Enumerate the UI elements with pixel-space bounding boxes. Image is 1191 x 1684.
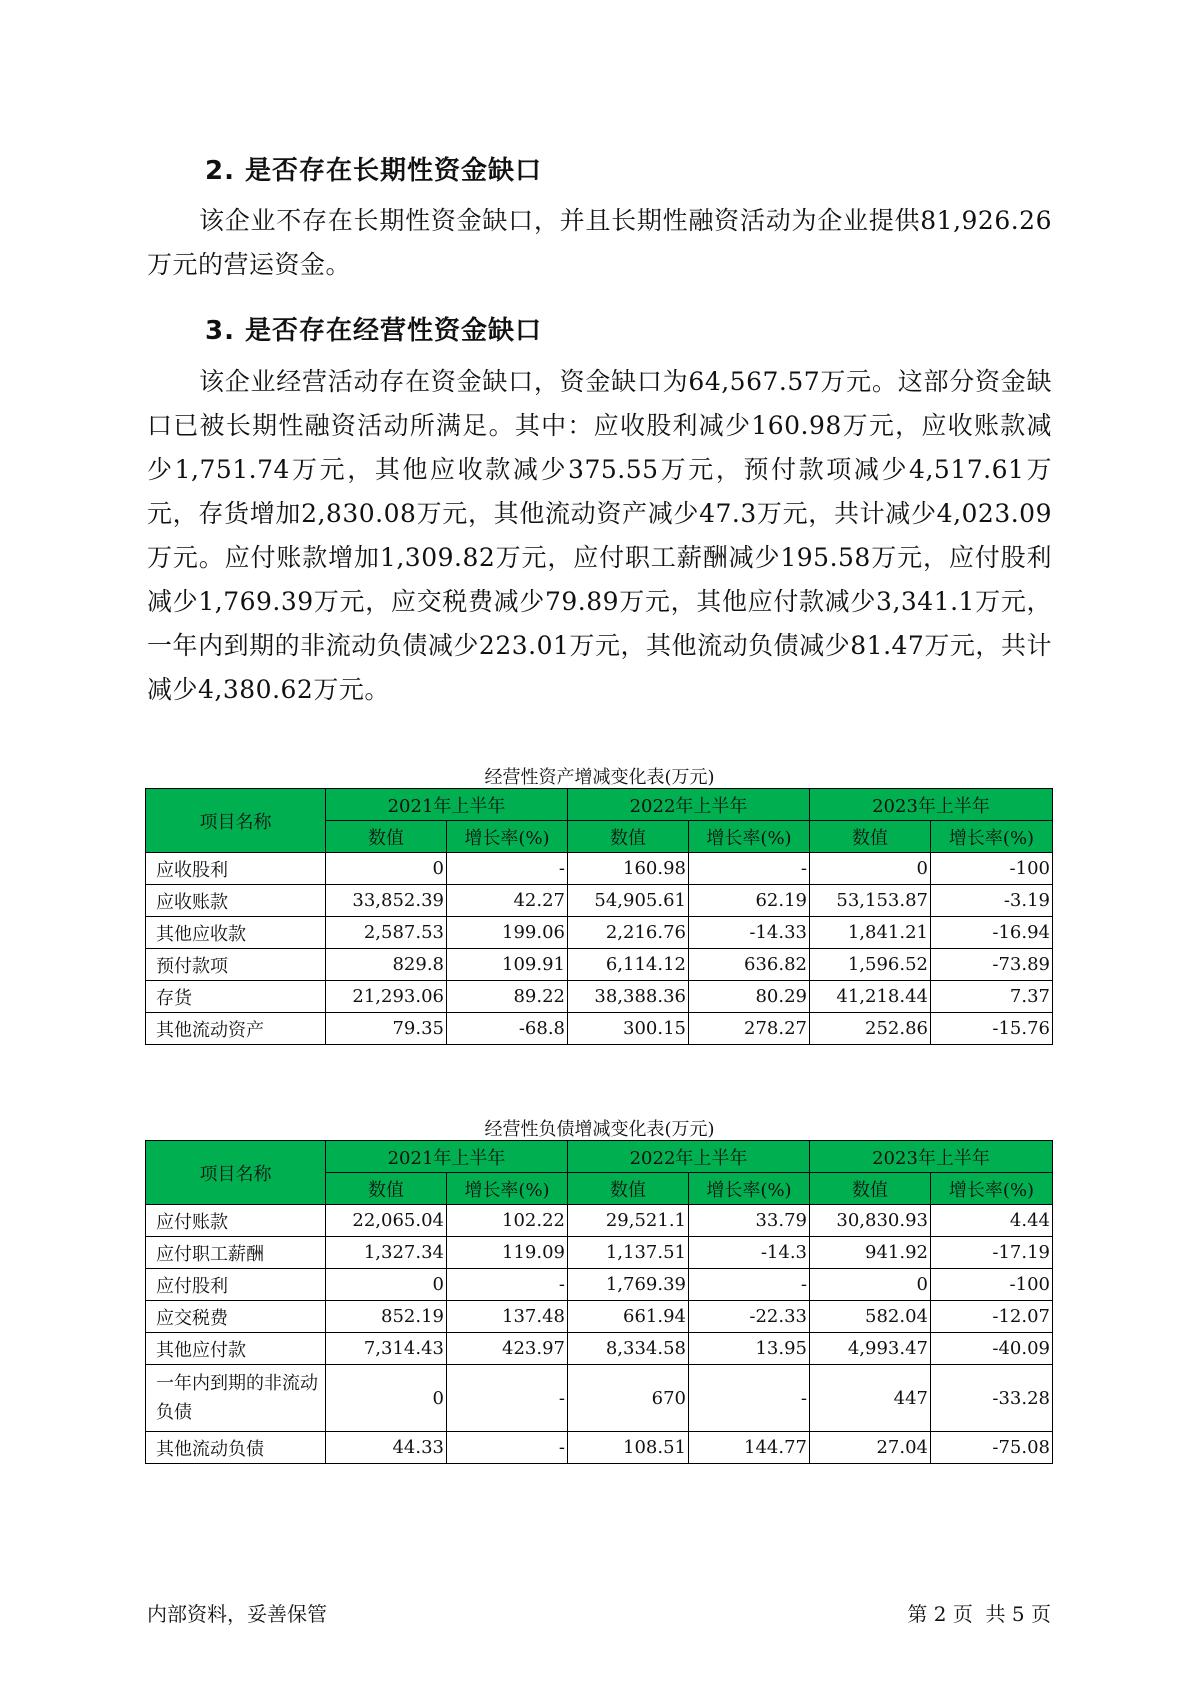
header-value: 数值	[810, 1173, 931, 1205]
row-item-name: 存货	[146, 981, 326, 1013]
row-item-name: 一年内到期的非流动负债	[146, 1365, 326, 1432]
cell-value: 852.19	[326, 1301, 447, 1333]
cell-growth-rate: -22.33	[689, 1301, 810, 1333]
cell-value: 44.33	[326, 1432, 447, 1464]
cell-growth-rate: 33.79	[689, 1205, 810, 1237]
cell-growth-rate: -12.07	[931, 1301, 1053, 1333]
header-item-name: 项目名称	[146, 1141, 326, 1205]
header-value: 数值	[568, 1173, 689, 1205]
table-row	[146, 885, 1053, 917]
cell-growth-rate: -	[689, 1365, 810, 1432]
cell-value: 30,830.93	[810, 1205, 931, 1237]
cell-value: 1,327.34	[326, 1237, 447, 1269]
table-row	[146, 1013, 1053, 1045]
row-item-name: 预付款项	[146, 949, 326, 981]
cell-growth-rate: 199.06	[447, 917, 568, 949]
header-growth-rate: 增长率(%)	[931, 1173, 1053, 1205]
cell-growth-rate: 4.44	[931, 1205, 1053, 1237]
row-item-name: 应收账款	[146, 885, 326, 917]
header-item-name: 项目名称	[146, 789, 326, 853]
cell-growth-rate: -75.08	[931, 1432, 1053, 1464]
header-value: 数值	[568, 821, 689, 853]
cell-growth-rate: 119.09	[447, 1237, 568, 1269]
cell-value: 7,314.43	[326, 1333, 447, 1365]
paragraph-long-term-gap: 该企业不存在长期性资金缺口，并且长期性融资活动为企业提供81,926.26万元的营运资金。	[147, 206, 1052, 279]
cell-value: 54,905.61	[568, 885, 689, 917]
header-period-2023: 2023年上半年	[810, 789, 1053, 821]
cell-growth-rate: -14.33	[689, 917, 810, 949]
row-item-name: 应付账款	[146, 1205, 326, 1237]
cell-growth-rate: 423.97	[447, 1333, 568, 1365]
table-row	[146, 1365, 1053, 1432]
cell-value: 2,587.53	[326, 917, 447, 949]
cell-growth-rate: 89.22	[447, 981, 568, 1013]
row-item-name: 其他应付款	[146, 1333, 326, 1365]
cell-value: 160.98	[568, 853, 689, 885]
cell-growth-rate: -	[447, 853, 568, 885]
header-growth-rate: 增长率(%)	[931, 821, 1053, 853]
cell-value: 27.04	[810, 1432, 931, 1464]
row-item-name: 应付股利	[146, 1269, 326, 1301]
header-period-2022: 2022年上半年	[568, 789, 810, 821]
cell-value: 33,852.39	[326, 885, 447, 917]
cell-growth-rate: -17.19	[931, 1237, 1053, 1269]
cell-growth-rate: 7.37	[931, 981, 1053, 1013]
header-value: 数值	[810, 821, 931, 853]
cell-growth-rate: 62.19	[689, 885, 810, 917]
cell-value: 0	[326, 1269, 447, 1301]
cell-value: 1,841.21	[810, 917, 931, 949]
cell-value: 670	[568, 1365, 689, 1432]
table-row	[146, 1301, 1053, 1333]
cell-value: 0	[810, 1269, 931, 1301]
cell-growth-rate: 109.91	[447, 949, 568, 981]
cell-growth-rate: 144.77	[689, 1432, 810, 1464]
cell-value: 4,993.47	[810, 1333, 931, 1365]
cell-growth-rate: -	[447, 1365, 568, 1432]
cell-growth-rate: 80.29	[689, 981, 810, 1013]
cell-value: 29,521.1	[568, 1205, 689, 1237]
cell-growth-rate: 137.48	[447, 1301, 568, 1333]
cell-growth-rate: 42.27	[447, 885, 568, 917]
table-caption-assets: 经营性资产增减变化表(万元)	[484, 767, 715, 788]
table-row	[146, 1205, 1053, 1237]
footer-page-number: 第 2 页 共 5 页	[907, 1602, 1051, 1626]
row-item-name: 应付职工薪酬	[146, 1237, 326, 1269]
cell-value: 661.94	[568, 1301, 689, 1333]
footer-confidential-note: 内部资料，妥善保管	[147, 1602, 327, 1626]
table-row	[146, 1237, 1053, 1269]
cell-value: 829.8	[326, 949, 447, 981]
cell-value: 252.86	[810, 1013, 931, 1045]
cell-value: 0	[810, 853, 931, 885]
cell-value: 41,218.44	[810, 981, 931, 1013]
cell-growth-rate: 278.27	[689, 1013, 810, 1045]
section-heading-operating-gap: 3. 是否存在经营性资金缺口	[205, 316, 543, 346]
cell-value: 79.35	[326, 1013, 447, 1045]
header-value: 数值	[326, 821, 447, 853]
header-growth-rate: 增长率(%)	[447, 821, 568, 853]
table-row	[146, 1432, 1053, 1464]
header-period-2021: 2021年上半年	[326, 789, 568, 821]
cell-value: 2,216.76	[568, 917, 689, 949]
section-heading-long-term-gap: 2. 是否存在长期性资金缺口	[205, 156, 543, 186]
cell-growth-rate: -14.3	[689, 1237, 810, 1269]
cell-value: 300.15	[568, 1013, 689, 1045]
cell-growth-rate: 102.22	[447, 1205, 568, 1237]
row-item-name: 其他应收款	[146, 917, 326, 949]
table-row	[146, 853, 1053, 885]
header-value: 数值	[326, 1173, 447, 1205]
row-item-name: 应收股利	[146, 853, 326, 885]
cell-growth-rate: -	[689, 1269, 810, 1301]
cell-growth-rate: -	[447, 1269, 568, 1301]
table-row	[146, 1333, 1053, 1365]
cell-growth-rate: -	[689, 853, 810, 885]
row-item-name: 应交税费	[146, 1301, 326, 1333]
table-caption-liabilities: 经营性负债增减变化表(万元)	[484, 1119, 715, 1140]
header-period-2022: 2022年上半年	[568, 1141, 810, 1173]
cell-growth-rate: -3.19	[931, 885, 1053, 917]
cell-value: 582.04	[810, 1301, 931, 1333]
cell-growth-rate: -	[447, 1432, 568, 1464]
paragraph-operating-gap: 该企业经营活动存在资金缺口，资金缺口为64,567.57万元。这部分资金缺口已被长期性融资活动所满足。其中：应收股利减少160.98万元，应收账款减少1,751.74万元，其他应收款减少375.55万元，预付款项减少4,517.61万元，存货增加2,830.08万元，其他流动资产减少47.3万元，共计减少4,023.09万元。应付账款增加1,309.82万元，应付职工薪酬减少195.58万元，应付股利减少1,769.39万元，应交税费减少79.89万元，其他应付款减少3,341.1万元，一年内到期的非流动负债减少223.01万元，其他流动负债减少81.47万元，共计减少4,380.62万元。	[147, 367, 1052, 704]
cell-growth-rate: -33.28	[931, 1365, 1053, 1432]
cell-value: 1,596.52	[810, 949, 931, 981]
table-row	[146, 949, 1053, 981]
cell-value: 1,769.39	[568, 1269, 689, 1301]
header-period-2023: 2023年上半年	[810, 1141, 1053, 1173]
row-item-name: 其他流动资产	[146, 1013, 326, 1045]
header-growth-rate: 增长率(%)	[447, 1173, 568, 1205]
cell-value: 108.51	[568, 1432, 689, 1464]
cell-value: 21,293.06	[326, 981, 447, 1013]
cell-growth-rate: 636.82	[689, 949, 810, 981]
cell-growth-rate: -68.8	[447, 1013, 568, 1045]
cell-value: 0	[326, 853, 447, 885]
cell-value: 941.92	[810, 1237, 931, 1269]
cell-growth-rate: -100	[931, 853, 1053, 885]
header-growth-rate: 增长率(%)	[689, 821, 810, 853]
cell-growth-rate: -15.76	[931, 1013, 1053, 1045]
cell-growth-rate: -16.94	[931, 917, 1053, 949]
table-row	[146, 1269, 1053, 1301]
cell-value: 0	[326, 1365, 447, 1432]
cell-value: 53,153.87	[810, 885, 931, 917]
table-row	[146, 981, 1053, 1013]
cell-growth-rate: -100	[931, 1269, 1053, 1301]
header-period-2021: 2021年上半年	[326, 1141, 568, 1173]
header-growth-rate: 增长率(%)	[689, 1173, 810, 1205]
row-item-name: 其他流动负债	[146, 1432, 326, 1464]
cell-value: 1,137.51	[568, 1237, 689, 1269]
cell-value: 8,334.58	[568, 1333, 689, 1365]
cell-growth-rate: 13.95	[689, 1333, 810, 1365]
cell-growth-rate: -40.09	[931, 1333, 1053, 1365]
cell-value: 447	[810, 1365, 931, 1432]
cell-growth-rate: -73.89	[931, 949, 1053, 981]
cell-value: 38,388.36	[568, 981, 689, 1013]
cell-value: 22,065.04	[326, 1205, 447, 1237]
cell-value: 6,114.12	[568, 949, 689, 981]
table-row	[146, 917, 1053, 949]
operating-assets-table	[145, 788, 1053, 1045]
operating-liabilities-table	[145, 1140, 1053, 1464]
